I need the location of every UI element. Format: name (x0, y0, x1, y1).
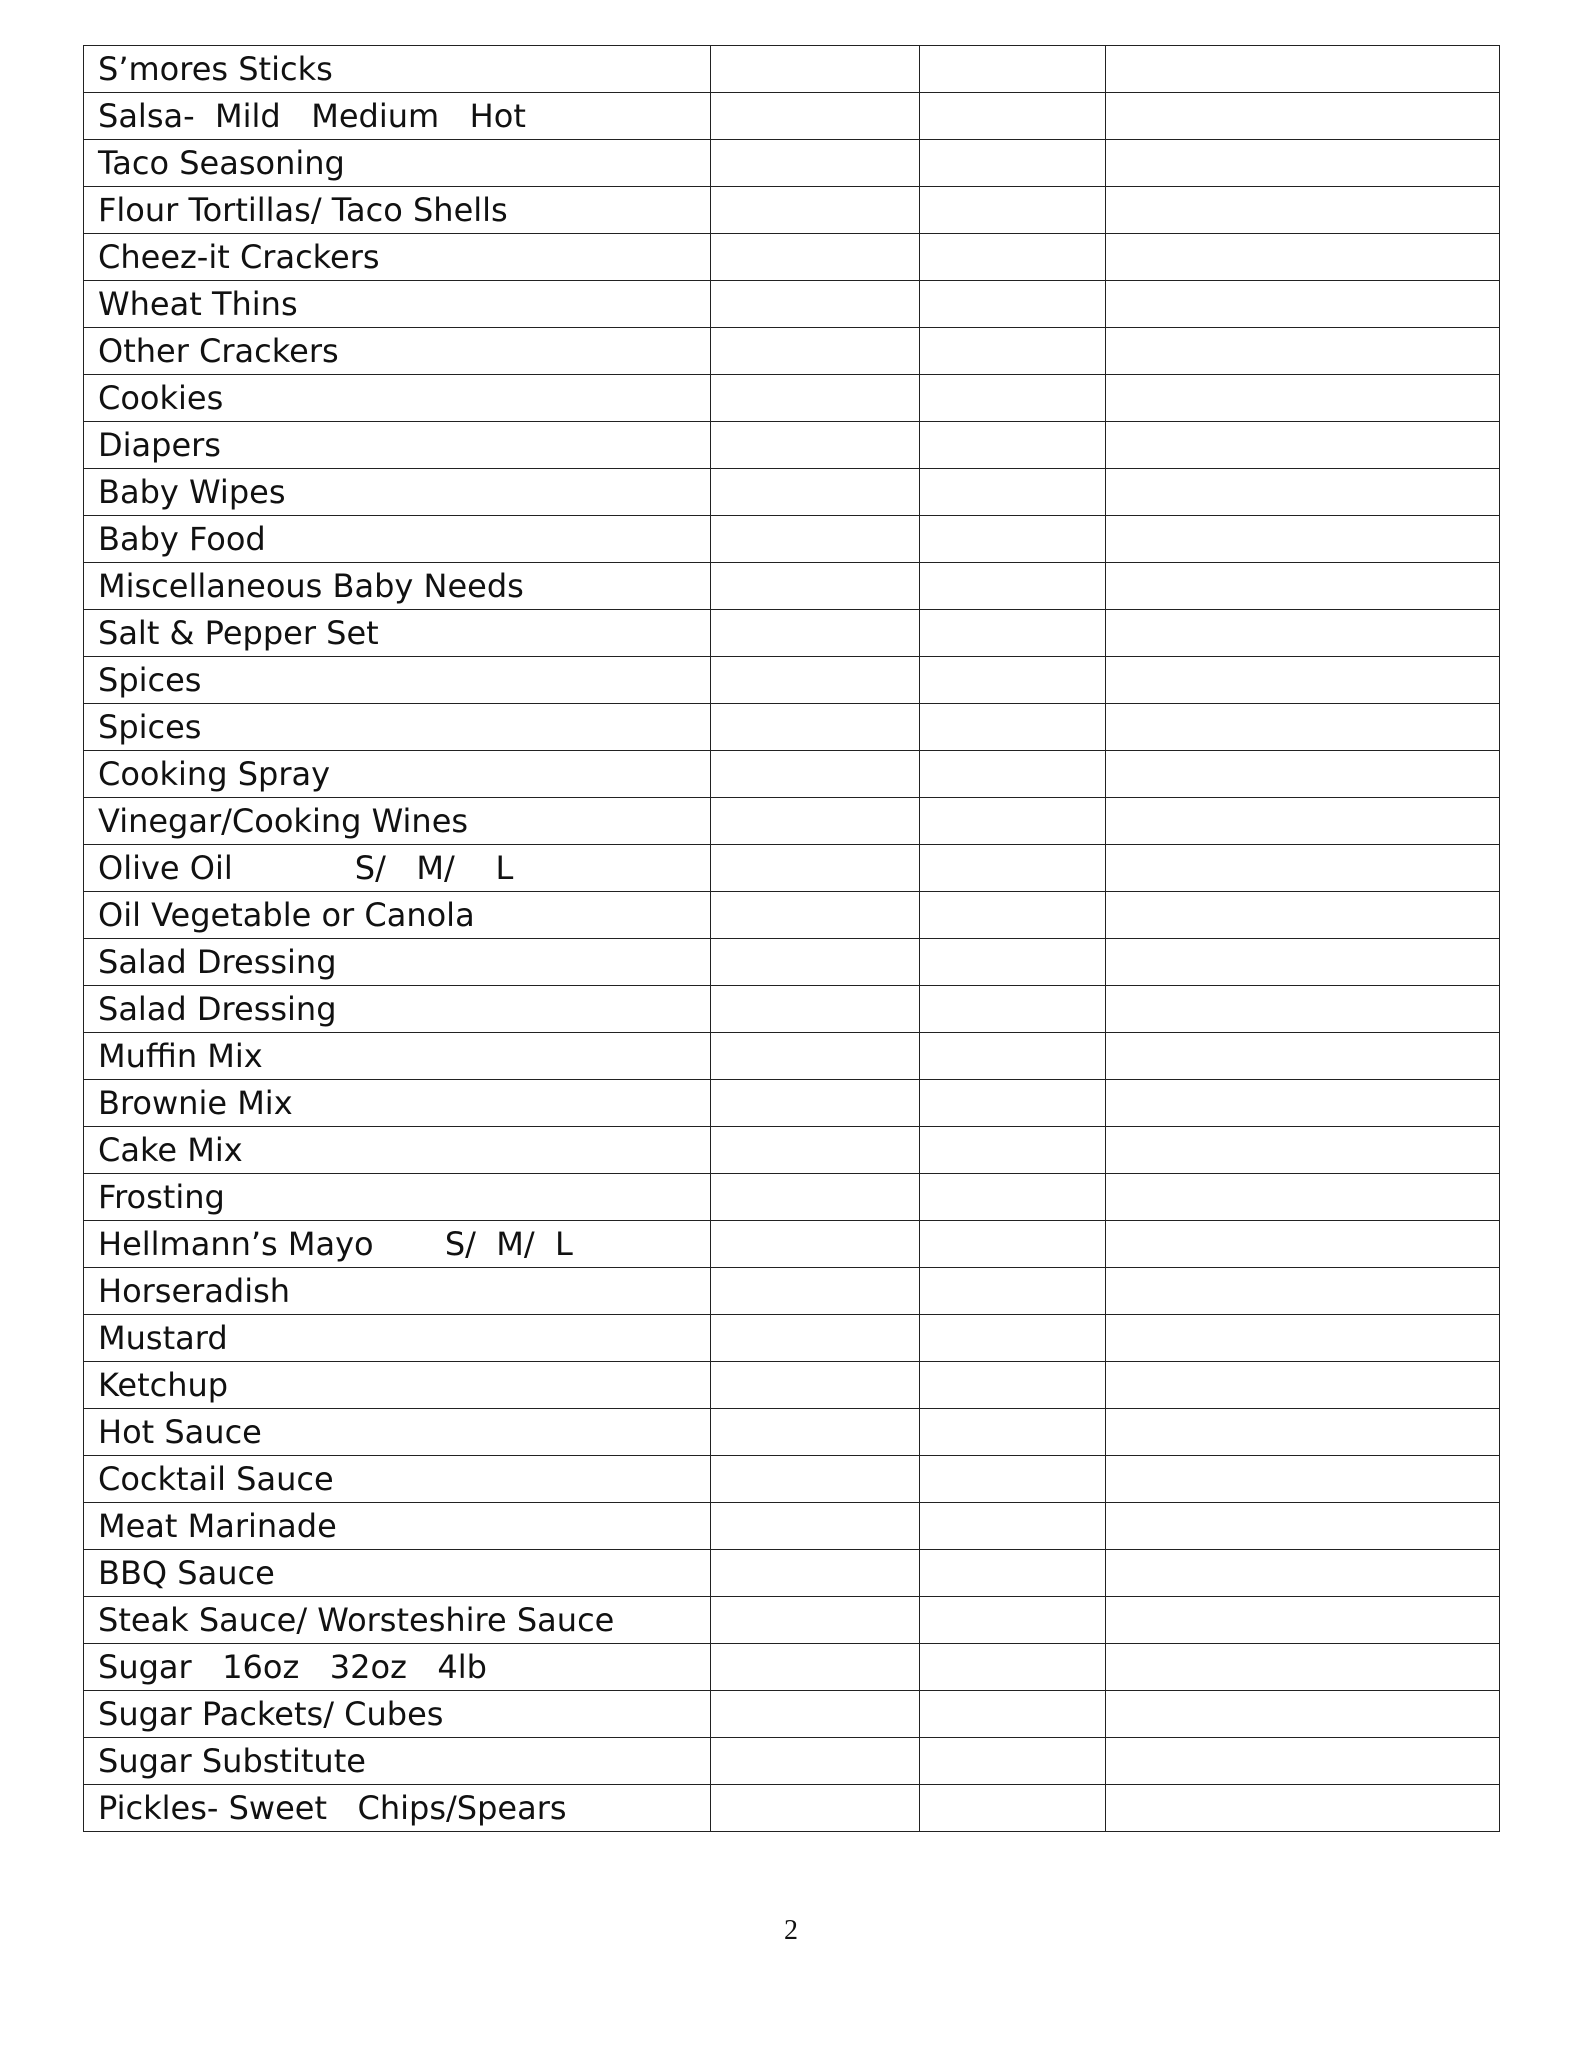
item-name-cell: BBQ Sauce (84, 1550, 711, 1597)
item-name-cell: Taco Seasoning (84, 140, 711, 187)
blank-entry-cell-1[interactable] (711, 1127, 920, 1174)
blank-entry-cell-3[interactable] (1106, 1033, 1500, 1080)
blank-entry-cell-2[interactable] (920, 1268, 1106, 1315)
blank-entry-cell-2[interactable] (920, 1738, 1106, 1785)
blank-entry-cell-3[interactable] (1106, 704, 1500, 751)
item-name-cell: Salt & Pepper Set (84, 610, 711, 657)
table-row (84, 1362, 1500, 1409)
blank-entry-cell-3[interactable] (1106, 798, 1500, 845)
blank-entry-cell-2[interactable] (920, 1456, 1106, 1503)
blank-entry-cell-1[interactable] (711, 1268, 920, 1315)
blank-entry-cell-3[interactable] (1106, 328, 1500, 375)
table-row (84, 328, 1500, 375)
table-row (84, 1174, 1500, 1221)
item-name-cell: Baby Food (84, 516, 711, 563)
blank-entry-cell-2[interactable] (920, 845, 1106, 892)
item-name-cell: Sugar Packets/ Cubes (84, 1691, 711, 1738)
item-name-cell: Sugar 16oz 32oz 4lb (84, 1644, 711, 1691)
table-row (84, 46, 1500, 93)
blank-entry-cell-3[interactable] (1106, 1409, 1500, 1456)
table-row (84, 610, 1500, 657)
blank-entry-cell-3[interactable] (1106, 140, 1500, 187)
blank-entry-cell-1[interactable] (711, 1644, 920, 1691)
blank-entry-cell-1[interactable] (711, 1362, 920, 1409)
blank-entry-cell-3[interactable] (1106, 469, 1500, 516)
item-name-cell: Horseradish (84, 1268, 711, 1315)
table-row (84, 1691, 1500, 1738)
item-name-cell: Cake Mix (84, 1127, 711, 1174)
blank-entry-cell-3[interactable] (1106, 1738, 1500, 1785)
blank-entry-cell-3[interactable] (1106, 1174, 1500, 1221)
blank-entry-cell-3[interactable] (1106, 610, 1500, 657)
blank-entry-cell-3[interactable] (1106, 1597, 1500, 1644)
blank-entry-cell-2[interactable] (920, 751, 1106, 798)
table-row (84, 375, 1500, 422)
blank-entry-cell-2[interactable] (920, 798, 1106, 845)
blank-entry-cell-1[interactable] (711, 1174, 920, 1221)
item-name-cell: Vinegar/Cooking Wines (84, 798, 711, 845)
blank-entry-cell-2[interactable] (920, 281, 1106, 328)
table-row (84, 657, 1500, 704)
blank-entry-cell-1[interactable] (711, 1033, 920, 1080)
blank-entry-cell-1[interactable] (711, 751, 920, 798)
blank-entry-cell-1[interactable] (711, 516, 920, 563)
blank-entry-cell-1[interactable] (711, 1691, 920, 1738)
item-name-cell: Mustard (84, 1315, 711, 1362)
table-row (84, 1268, 1500, 1315)
blank-entry-cell-1[interactable] (711, 892, 920, 939)
table-row (84, 187, 1500, 234)
item-name-cell: Olive Oil S/ M/ L (84, 845, 711, 892)
table-row (84, 1080, 1500, 1127)
item-name-cell: Brownie Mix (84, 1080, 711, 1127)
blank-entry-cell-2[interactable] (920, 93, 1106, 140)
table-row (84, 140, 1500, 187)
table-row (84, 516, 1500, 563)
blank-entry-cell-2[interactable] (920, 1785, 1106, 1832)
item-name-cell: Oil Vegetable or Canola (84, 892, 711, 939)
blank-entry-cell-2[interactable] (920, 1127, 1106, 1174)
blank-entry-cell-3[interactable] (1106, 892, 1500, 939)
blank-entry-cell-2[interactable] (920, 140, 1106, 187)
blank-entry-cell-1[interactable] (711, 986, 920, 1033)
blank-entry-cell-2[interactable] (920, 1550, 1106, 1597)
blank-entry-cell-3[interactable] (1106, 1503, 1500, 1550)
blank-entry-cell-2[interactable] (920, 187, 1106, 234)
blank-entry-cell-1[interactable] (711, 1785, 920, 1832)
table-row (84, 892, 1500, 939)
table-row (84, 1127, 1500, 1174)
blank-entry-cell-1[interactable] (711, 1221, 920, 1268)
item-name-cell: Other Crackers (84, 328, 711, 375)
blank-entry-cell-3[interactable] (1106, 46, 1500, 93)
blank-entry-cell-3[interactable] (1106, 375, 1500, 422)
item-name-cell: Miscellaneous Baby Needs (84, 563, 711, 610)
table-row (84, 704, 1500, 751)
blank-entry-cell-2[interactable] (920, 234, 1106, 281)
blank-entry-cell-1[interactable] (711, 798, 920, 845)
table-row (84, 422, 1500, 469)
blank-entry-cell-2[interactable] (920, 1174, 1106, 1221)
blank-entry-cell-3[interactable] (1106, 516, 1500, 563)
blank-entry-cell-3[interactable] (1106, 845, 1500, 892)
blank-entry-cell-2[interactable] (920, 1221, 1106, 1268)
blank-entry-cell-2[interactable] (920, 1503, 1106, 1550)
blank-entry-cell-1[interactable] (711, 939, 920, 986)
blank-entry-cell-3[interactable] (1106, 939, 1500, 986)
item-name-cell: Diapers (84, 422, 711, 469)
blank-entry-cell-3[interactable] (1106, 1268, 1500, 1315)
table-row (84, 234, 1500, 281)
blank-entry-cell-1[interactable] (711, 187, 920, 234)
table-row (84, 1550, 1500, 1597)
table-row (84, 1597, 1500, 1644)
table-row (84, 1644, 1500, 1691)
table-row (84, 986, 1500, 1033)
blank-entry-cell-3[interactable] (1106, 1456, 1500, 1503)
blank-entry-cell-2[interactable] (920, 46, 1106, 93)
blank-entry-cell-1[interactable] (711, 422, 920, 469)
blank-entry-cell-3[interactable] (1106, 281, 1500, 328)
blank-entry-cell-2[interactable] (920, 469, 1106, 516)
item-name-cell: Salad Dressing (84, 986, 711, 1033)
blank-entry-cell-1[interactable] (711, 845, 920, 892)
blank-entry-cell-2[interactable] (920, 939, 1106, 986)
blank-entry-cell-2[interactable] (920, 1033, 1106, 1080)
blank-entry-cell-3[interactable] (1106, 1221, 1500, 1268)
blank-entry-cell-1[interactable] (711, 1409, 920, 1456)
item-name-cell: Flour Tortillas/ Taco Shells (84, 187, 711, 234)
blank-entry-cell-1[interactable] (711, 1597, 920, 1644)
table-row (84, 1315, 1500, 1362)
table-row (84, 1785, 1500, 1832)
table-row (84, 845, 1500, 892)
blank-entry-cell-1[interactable] (711, 657, 920, 704)
table-row (84, 1738, 1500, 1785)
table-row (84, 563, 1500, 610)
blank-entry-cell-3[interactable] (1106, 93, 1500, 140)
blank-entry-cell-2[interactable] (920, 657, 1106, 704)
blank-entry-cell-2[interactable] (920, 1362, 1106, 1409)
table-row (84, 751, 1500, 798)
item-name-cell: Hellmann’s Mayo S/ M/ L (84, 1221, 711, 1268)
table-row (84, 1409, 1500, 1456)
blank-entry-cell-1[interactable] (711, 328, 920, 375)
blank-entry-cell-2[interactable] (920, 328, 1106, 375)
item-name-cell: Spices (84, 704, 711, 751)
blank-entry-cell-3[interactable] (1106, 1550, 1500, 1597)
blank-entry-cell-3[interactable] (1106, 563, 1500, 610)
blank-entry-cell-1[interactable] (711, 1080, 920, 1127)
table-row (84, 281, 1500, 328)
item-name-cell: Cookies (84, 375, 711, 422)
blank-entry-cell-3[interactable] (1106, 986, 1500, 1033)
blank-entry-cell-1[interactable] (711, 93, 920, 140)
blank-entry-cell-2[interactable] (920, 375, 1106, 422)
blank-entry-cell-2[interactable] (920, 704, 1106, 751)
blank-entry-cell-2[interactable] (920, 1315, 1106, 1362)
blank-entry-cell-1[interactable] (711, 469, 920, 516)
blank-entry-cell-1[interactable] (711, 1315, 920, 1362)
table-row (84, 1221, 1500, 1268)
item-name-cell: Hot Sauce (84, 1409, 711, 1456)
page-number: 2 (784, 1915, 798, 1946)
blank-entry-cell-2[interactable] (920, 563, 1106, 610)
blank-entry-cell-1[interactable] (711, 704, 920, 751)
item-name-cell: S’mores Sticks (84, 46, 711, 93)
blank-entry-cell-1[interactable] (711, 281, 920, 328)
table-row (84, 469, 1500, 516)
blank-entry-cell-1[interactable] (711, 1503, 920, 1550)
item-name-cell: Meat Marinade (84, 1503, 711, 1550)
item-name-cell: Baby Wipes (84, 469, 711, 516)
item-name-cell: Ketchup (84, 1362, 711, 1409)
item-name-cell: Pickles- Sweet Chips/Spears (84, 1785, 711, 1832)
blank-entry-cell-1[interactable] (711, 563, 920, 610)
blank-entry-cell-1[interactable] (711, 140, 920, 187)
blank-entry-cell-3[interactable] (1106, 751, 1500, 798)
blank-entry-cell-3[interactable] (1106, 187, 1500, 234)
blank-entry-cell-3[interactable] (1106, 1785, 1500, 1832)
blank-entry-cell-1[interactable] (711, 1456, 920, 1503)
item-name-cell: Cocktail Sauce (84, 1456, 711, 1503)
blank-entry-cell-2[interactable] (920, 892, 1106, 939)
table-row (84, 1503, 1500, 1550)
item-name-cell: Steak Sauce/ Worsteshire Sauce (84, 1597, 711, 1644)
blank-entry-cell-3[interactable] (1106, 1644, 1500, 1691)
blank-entry-cell-2[interactable] (920, 422, 1106, 469)
item-name-cell: Spices (84, 657, 711, 704)
blank-entry-cell-2[interactable] (920, 986, 1106, 1033)
blank-entry-cell-2[interactable] (920, 1597, 1106, 1644)
blank-entry-cell-2[interactable] (920, 610, 1106, 657)
blank-entry-cell-2[interactable] (920, 1644, 1106, 1691)
blank-entry-cell-3[interactable] (1106, 1315, 1500, 1362)
blank-entry-cell-1[interactable] (711, 46, 920, 93)
blank-entry-cell-2[interactable] (920, 1691, 1106, 1738)
table-row (84, 939, 1500, 986)
table-row (84, 1033, 1500, 1080)
blank-entry-cell-3[interactable] (1106, 1127, 1500, 1174)
blank-entry-cell-3[interactable] (1106, 422, 1500, 469)
blank-entry-cell-2[interactable] (920, 516, 1106, 563)
blank-entry-cell-3[interactable] (1106, 1691, 1500, 1738)
table-row (84, 798, 1500, 845)
item-name-cell: Cheez-it Crackers (84, 234, 711, 281)
item-name-cell: Muffin Mix (84, 1033, 711, 1080)
blank-entry-cell-1[interactable] (711, 1738, 920, 1785)
item-name-cell: Salsa- Mild Medium Hot (84, 93, 711, 140)
item-name-cell: Wheat Thins (84, 281, 711, 328)
blank-entry-cell-3[interactable] (1106, 1362, 1500, 1409)
blank-entry-cell-3[interactable] (1106, 1080, 1500, 1127)
blank-entry-cell-2[interactable] (920, 1409, 1106, 1456)
blank-entry-cell-1[interactable] (711, 375, 920, 422)
blank-entry-cell-1[interactable] (711, 610, 920, 657)
blank-entry-cell-3[interactable] (1106, 657, 1500, 704)
blank-entry-cell-2[interactable] (920, 1080, 1106, 1127)
item-name-cell: Cooking Spray (84, 751, 711, 798)
item-name-cell: Sugar Substitute (84, 1738, 711, 1785)
item-name-cell: Salad Dressing (84, 939, 711, 986)
blank-entry-cell-1[interactable] (711, 1550, 920, 1597)
item-name-cell: Frosting (84, 1174, 711, 1221)
blank-entry-cell-1[interactable] (711, 234, 920, 281)
table-row (84, 93, 1500, 140)
table-row (84, 1456, 1500, 1503)
grocery-checklist-table (83, 45, 1500, 1832)
blank-entry-cell-3[interactable] (1106, 234, 1500, 281)
